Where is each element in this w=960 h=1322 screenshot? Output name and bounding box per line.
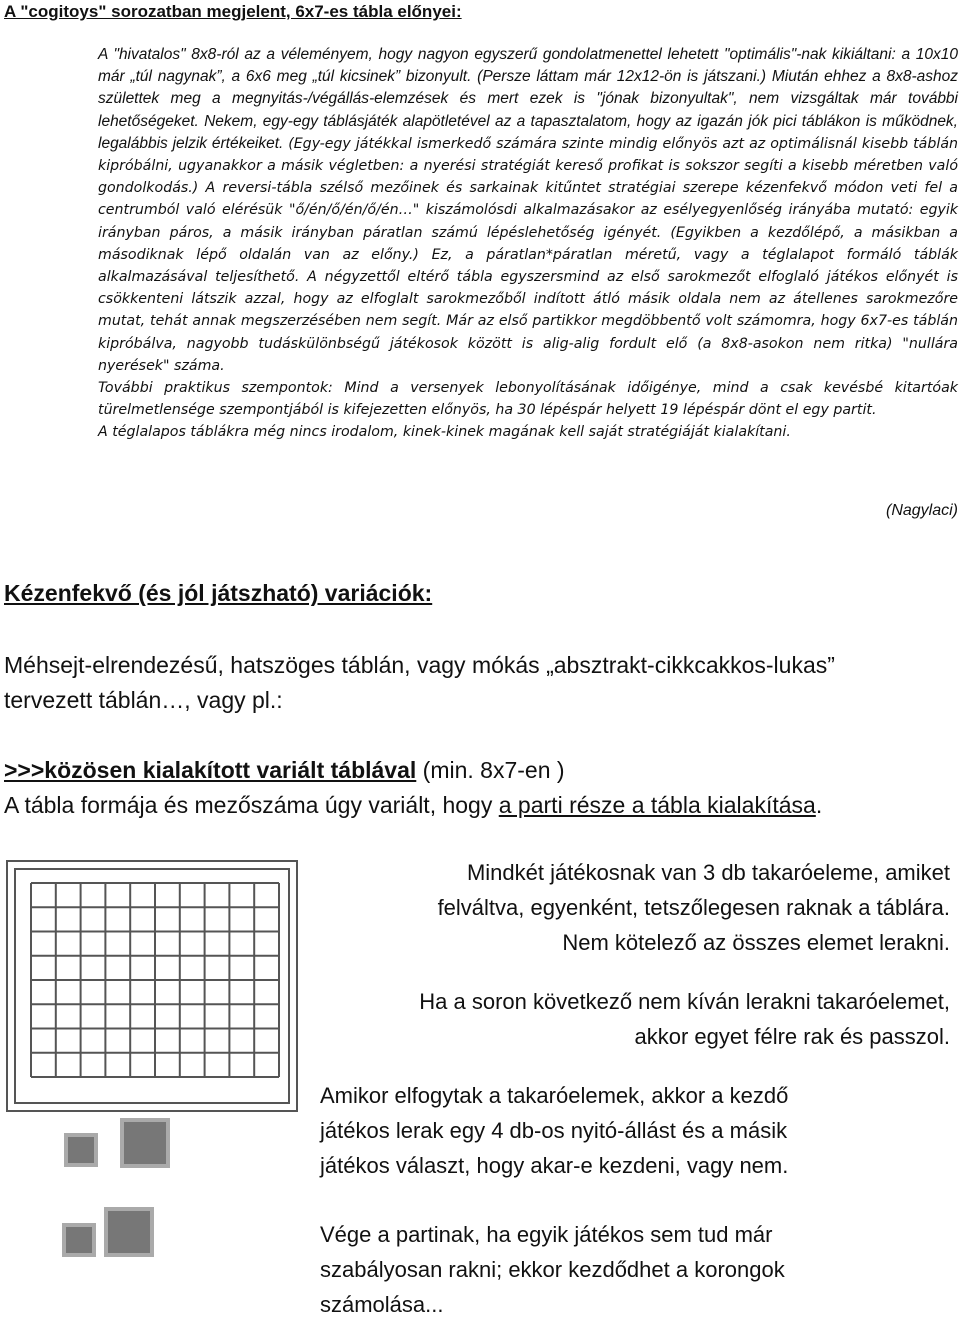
quote-text-a: A "hivatalos" 8x8-ról az a véleményem, hogy nagyon egyszerű gondolatmenettel lehetett "optimális"-nak kikiáltani: a 10x10 már „túl nagynak”, a 6x6 meg „túl kicsinek” bizonyult. (Persze láttam már 12x12-ön is játszani.) Miután ehhez a 8x8-ashoz születtek meg a megnyitás-/végállás-elemzések és mert ezek is "jónak bizonyultak", nem vizsgáltak már további lehetőségeket. Nekem, egy-egy táblásjáték alapötletével az a tapasztalatom, hogy az igazán jók pici táblákon is működnek, legalábbis jelzik értékeiket.: [98, 46, 958, 152]
quote-paragraph-3: A téglalapos táblákra még nincs irodalom, kinek-kinek magának kell saját stratégiáját kialakítani.: [98, 424, 791, 441]
rule-1-line-1: Mindkét játékosnak van 3 db takaróeleme, amiket: [466, 860, 950, 885]
board-shape-end: .: [815, 792, 823, 818]
rule-2-line-2: akkor egyet félre rak és passzol.: [634, 1024, 950, 1049]
rule-4-line-2: szabályosan rakni; ekkor kezdődhet a korongok: [320, 1257, 785, 1282]
shared-board-min: (min. 8x7-en ): [416, 757, 565, 783]
rule-2-line-1: Ha a soron következő nem kíván lerakni takaróelemet,: [419, 989, 950, 1014]
rule-4-line-1: Vége a partinak, ha egyik játékos sem tud már: [320, 1222, 773, 1247]
shared-board-line: [4, 753, 565, 787]
variations-heading: Kézenfekvő (és jól játszható) variációk:: [4, 580, 433, 606]
variations-text-2: tervezett táblán…, vagy pl.:: [4, 687, 283, 713]
board-grid: [30, 882, 280, 1078]
cover-tile-small-1[interactable]: [64, 1133, 98, 1167]
shared-board-link[interactable]: >>>közösen kialakított variált táblával: [4, 757, 417, 783]
page-title: A "cogitoys" sorozatban megjelent, 6x7-es tábla előnyei:: [4, 2, 462, 21]
cover-tile-medium-2[interactable]: [104, 1207, 154, 1257]
quote-block: [98, 44, 958, 444]
board-shape-line: [4, 788, 822, 822]
quote-paragraph-1: [98, 44, 958, 377]
board-shape-text: A tábla formája és mezőszáma úgy variált, hogy: [4, 792, 499, 818]
rule-1-line-2: felváltva, egyenként, tetszőlegesen raknak a táblára.: [437, 895, 950, 920]
rule-1-line-3: Nem kötelező az összes elemet lerakni.: [562, 930, 950, 955]
signature: (Nagylaci): [885, 502, 958, 519]
cover-tile-medium-1[interactable]: [120, 1118, 170, 1168]
rule-3-line-1: Amikor elfogytak a takaróelemek, akkor a kezdő: [320, 1083, 789, 1108]
quote-paragraph-2: További praktikus szempontok: Mind a versenyek lebonyolításának időigénye, mind a csak kevésbé kitartóak türelmetlensége szempontjából is kifejezetten előnyös, ha 30 lépéspár helyett 19 lépéspár dönt el egy partit.: [98, 380, 958, 419]
game-board: [6, 860, 298, 1112]
board-shape-emphasis: a parti része a tábla kialakítása: [498, 792, 816, 818]
quote-text-b: (Egy-egy játékkal ismerkedő számára szinte mindig előnyös azt az optimálisnál kisebb táblán kipróbálni, ugyanakkor a másik végletben: a nyerési stratégiát kereső profikat is sokszor segíti a kisebb méretben való gondolkodás.) A reversi-tábla szélső mezőinek és sarkainak kitűntet stratégiai szerepe kézenfekvő módon veti fel a centrumból való elérésük "ő/én/ő/én/ő/én…" kiszámolósdi alkalmazásakor az esélyegyenlőség irányába mutató: egyik irányban páros, a másik irányban páratlan számú lépéslehetőség igényét. (Egyikben a kezdőlépő, a másikban a másodiknak lépő oldalán van az előny.) Ez, a páratlan*páratlan méretű, vagy a téglalapot formáló táblák alkalmazásával teljesíthető. A négyzettől eltérő tábla egyszersmind az első sarokmezőt elfoglaló játékos előnyét is csökkenteni látszik azzal, hogy az elfoglalt sarokmezőből indított átló másik oldala nem az átellenes sarokmezőre mutat, tehát annak megszerzésében nem segít. Már az első partikkor megdöbbentő volt számomra, hogy 6x7-es táblán kipróbálva, nagyobb tudáskülönbségű játékosok között is alig-alig fordult elő (a 8x8-asokon nem ritka) "nullára nyerések" száma.: [98, 135, 959, 374]
rule-3-line-3: játékos választ, hogy akar-e kezdeni, vagy nem.: [320, 1153, 789, 1178]
rule-4-line-3: számolása...: [320, 1292, 444, 1317]
cover-tile-small-2[interactable]: [62, 1223, 96, 1257]
rule-3-line-2: játékos lerak egy 4 db-os nyitó-állást és a másik: [320, 1118, 788, 1143]
variations-text-1: Méhsejt-elrendezésű, hatszöges táblán, vagy mókás „absztrakt-cikkcakkos-lukas”: [4, 652, 835, 678]
